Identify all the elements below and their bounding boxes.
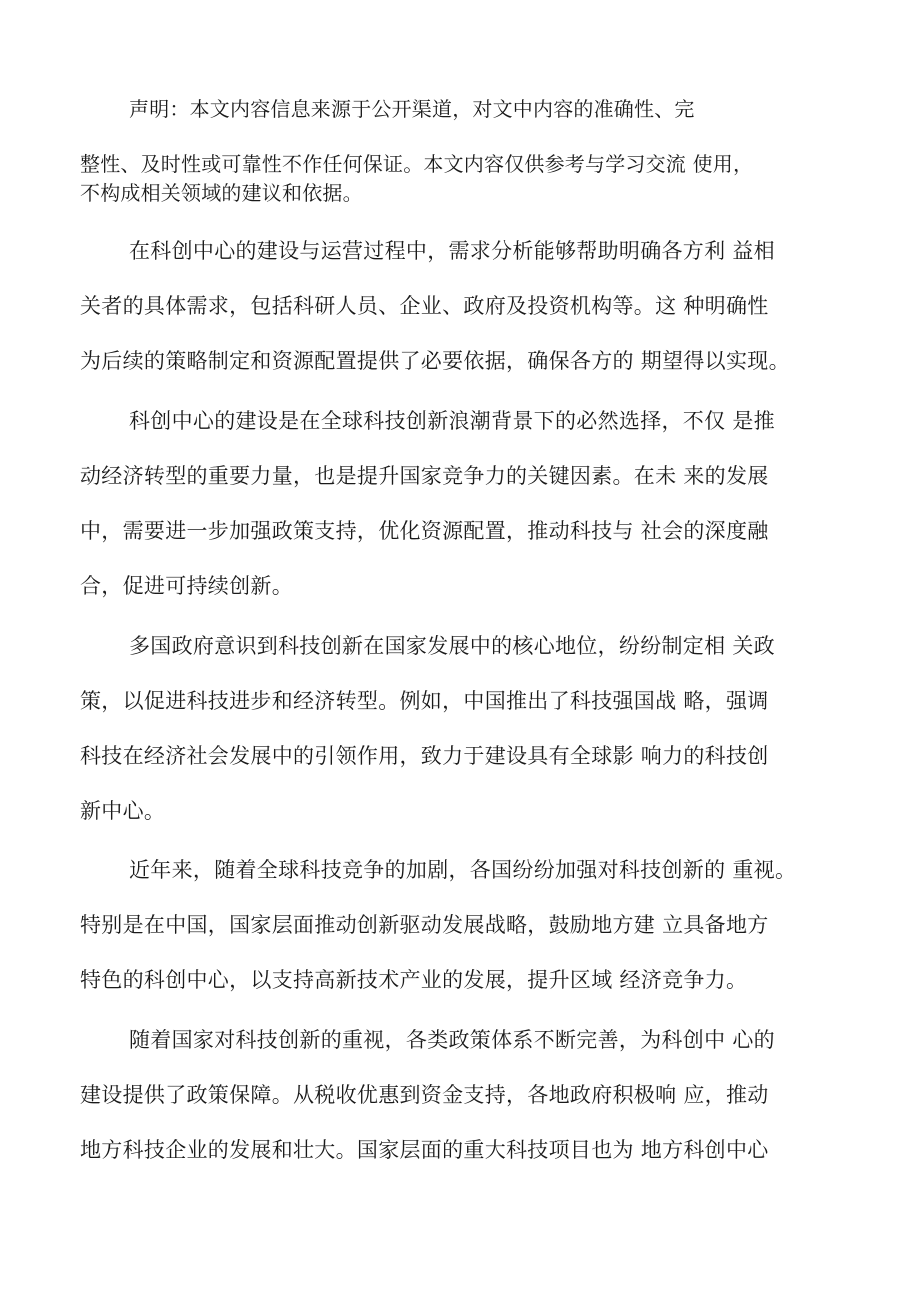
paragraph-line: 特别是在中国，国家层面推动创新驱动发展战略，鼓励地方建 立具备地方	[80, 913, 769, 937]
paragraph-line: 特色的科创中心，以支持高新技术产业的发展，提升区域 经济竞争力。	[80, 968, 748, 992]
paragraph-line: 合，促进可持续创新。	[80, 574, 293, 598]
paragraph-line: 关者的具体需求，包括科研人员、企业、政府及投资机构等。这 种明确性	[80, 294, 769, 318]
paragraph-line: 在科创中心的建设与运营过程中，需求分析能够帮助明确各方利 益相	[129, 239, 775, 263]
paragraph-line: 科技在经济社会发展中的引领作用，致力于建设具有全球影 响力的科技创	[80, 744, 769, 768]
paragraph-line: 随着国家对科技创新的重视，各类政策体系不断完善，为科创中 心的	[129, 1028, 775, 1052]
paragraph-line: 为后续的策略制定和资源配置提供了必要依据，确保各方的 期望得以实现。	[80, 349, 790, 373]
paragraph-line: 新中心。	[80, 799, 166, 823]
paragraph-line: 动经济转型的重要力量，也是提升国家竞争力的关键因素。在未 来的发展	[80, 464, 769, 488]
paragraph-line: 策，以促进科技进步和经济转型。例如，中国推出了科技强国战 略，强调	[80, 689, 769, 713]
paragraph-line: 中，需要进一步加强政策支持，优化资源配置，推动科技与 社会的深度融	[80, 519, 769, 543]
paragraph-line: 地方科技企业的发展和壮大。国家层面的重大科技项目也为 地方科创中心	[80, 1138, 769, 1162]
notice-line: 声明：本文内容信息来源于公开渠道，对文中内容的准确性、完	[129, 97, 695, 121]
paragraph-line: 科创中心的建设是在全球科技创新浪潮背景下的必然选择，不仅 是推	[129, 409, 775, 433]
paragraph-line: 近年来，随着全球科技竞争的加剧，各国纷纷加强对科技创新的 重视。	[129, 858, 797, 882]
paragraph-line: 多国政府意识到科技创新在国家发展中的核心地位，纷纷制定相 关政	[129, 634, 775, 658]
paragraph-line: 建设提供了政策保障。从税收优惠到资金支持，各地政府积极响 应，推动	[80, 1083, 769, 1107]
notice-line: 不构成相关领域的建议和依据。	[80, 181, 363, 205]
notice-line: 整性、及时性或可靠性不作任何保证。本文内容仅供参考与学习交流 使用，	[80, 152, 754, 176]
